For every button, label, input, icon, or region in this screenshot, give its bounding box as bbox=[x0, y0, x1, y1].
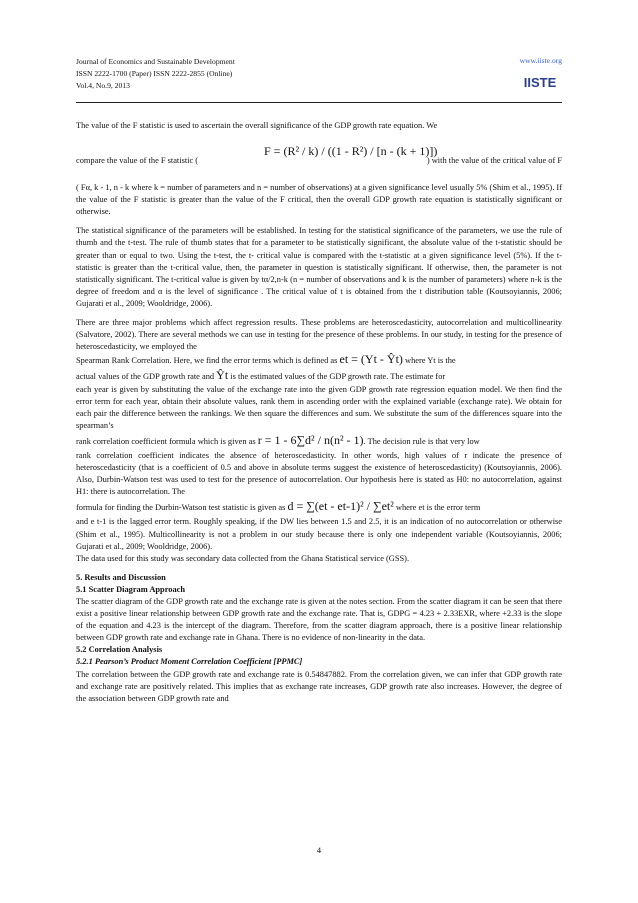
paragraph-3h: and e t-1 is the lagged error term. Roughly speaking, if the DW lies between 1.5 and 2.5, it is an indication of no autocorrelation or otherwise (Shim et al., 1995). Multicollinearity is not a problem in our study because there is only one independent variable (Koutsoyiannis, 2006; Gujarati et al., 2009; Wooldridge, 2006). bbox=[76, 517, 562, 551]
paragraph-1c bbox=[76, 182, 562, 218]
f-critical: ( Fα, k - 1, n - k bbox=[76, 183, 130, 193]
paragraph-1c-text: where k = number of parameters and n = number of observations) at a given significance level usually 5% (Shim et al., 1995). If the value of the F statistic is greater than the value of the F critical, then the overall GDP growth rate equation is statistically significant or otherwise. bbox=[76, 183, 562, 217]
y-hat: Ŷt bbox=[216, 368, 229, 383]
paragraph-3f: rank correlation coefficient indicates the absence of heteroscedasticity. In other words, high values of r indicate the presence of heteroscedasticity (that is a coefficient of 0.5 and above in absolute terms suggest the existence of heteroscedasticity) (Koutsoyiannis, 2006). Also, Durbin-Watson test was used to test for the presence of autocorrelation. Our hypothesis here is stated as H0: no autocorrelation, against H1: there is autocorrelation. The bbox=[76, 450, 562, 497]
section-5-2-heading: 5.2 Correlation Analysis bbox=[76, 645, 163, 655]
header-rule bbox=[76, 102, 562, 103]
f-stat-line bbox=[76, 140, 562, 174]
paragraph-3g: formula for finding the Durbin-Watson test statistic is given as d = ∑(et - et-1)² / ∑et² where et is the error term bbox=[76, 499, 481, 514]
volume: Vol.4, No.9, 2013 bbox=[76, 81, 130, 90]
f-stat-right: ) with the value of the critical value of F bbox=[426, 156, 562, 166]
paragraph-3a: There are three major problems which affect regression results. These problems are heteroscedasticity, autocorrelation and multicollinearity (Salvatore, 2002). There are several methods we can use in testing for the presence of these problems. In our study, in testing for the presence of heteroscedasticity, we employed the bbox=[76, 318, 562, 352]
paragraph-3d: each year is given by substituting the value of the exchange rate into the given GDP growth rate regression equation model. We then find the error term for each year, obtain their absolute values, rank them in ascending order with the explained variable (exchange rate). We obtain for each pair the difference between the rankings. We then square the differences and sum. We substitute the sum of the differences square into the spearman’s bbox=[76, 384, 562, 430]
paragraph-5: The scatter diagram of the GDP growth rate and the exchange rate is given at the notes section. From the scatter diagram it can be seen that there exist a positive linear relationship between GDP growth rate and the exchange rate. That is, GDPG = 4.23 + 2.33EXR, where +2.33 is the slope of the equation and 4.23 is the intercept of the diagram. Therefore, from the scatter diagram approach, there is a positive linear relationship between GDP growth rate and exchange rate in Ghana. There is no evidence of non-linearity in the data. bbox=[76, 597, 562, 643]
error-term-formula: et = (Yt - Ŷt) bbox=[339, 352, 403, 367]
paragraph-3c: actual values of the GDP growth rate and Ŷt is the estimated values of the GDP growth rate. The estimate for bbox=[76, 368, 446, 383]
issn: ISSN 2222-1700 (Paper) ISSN 2222-2855 (Online) bbox=[76, 69, 233, 78]
paragraph-4: The data used for this study was secondary data collected from the Ghana Statistical service (GSS). bbox=[76, 553, 410, 563]
spearman-formula: r = 1 - 6∑d² / n(n² - 1) bbox=[257, 432, 364, 447]
paragraph-3e: rank correlation coefficient formula which is given as r = 1 - 6∑d² / n(n² - 1). The decision rule is that very low bbox=[76, 432, 480, 447]
logo-text: IISTE bbox=[523, 75, 557, 90]
section-5-1-heading: 5.1 Scatter Diagram Approach bbox=[76, 584, 186, 594]
journal-name: Journal of Economics and Sustainable Development bbox=[76, 57, 235, 66]
f-stat-formula: F = (R² / k) / ((1 - R²) / [n - (k + 1)]) bbox=[264, 144, 438, 159]
paragraph-2: The statistical significance of the parameters will be established. In testing for the statistical significance of the parameters, we use the rule of thumb and the t-test. The rule of thumb states that for a parameter to be statistically significant, the absolute value of the t-statistic should be greater than or equal to two. Using the t-test, the t- critical value is compared with the t-statistic at a given significance level (5%). If the t-statistic is greater than the t-critical value, then, the parameter in question is statistically significant. If otherwise, then, the parameter is not statistically significant. The t-critical value is given by tα/2,n-k (n = number of observations and k is the number of parameters) where n-k is the degree of freedom and α is the level of significance . The critical value of t is obtained from the t distribution table (Koutsoyiannis, 2006; Gujarati et al., 2009; Wooldridge, 2006). bbox=[76, 226, 562, 308]
section-5-2-1-heading: 5.2.1 Pearson’s Product Moment Correlation Coefficient [PPMC] bbox=[76, 657, 303, 667]
section-5-heading: 5. Results and Discussion bbox=[76, 572, 166, 582]
paragraph-3b: Spearman Rank Correlation. Here, we find the error terms which is defined as et = (Yt - Ŷt) where Yt is the bbox=[76, 352, 456, 367]
body-text bbox=[76, 120, 562, 712]
journal-url[interactable]: www.iiste.org bbox=[519, 56, 562, 65]
paragraph-1a: The value of the F statistic is used to ascertain the overall significance of the GDP growth rate equation. We bbox=[76, 121, 438, 130]
iiste-logo bbox=[518, 70, 562, 94]
dw-formula: d = ∑(et - et-1)² / ∑et² bbox=[287, 499, 394, 514]
paragraph-6: The correlation between the GDP growth rate and exchange rate is 0.54847882. From the correlation given, we can infer that GDP growth rate and exchange rate are positively related. This implies that as exchange rate increases, GDP growth rate also increases. However, the degree of the association between GDP growth rate and bbox=[76, 669, 562, 703]
f-stat-left: compare the value of the F statistic ( bbox=[76, 156, 199, 166]
page-number: 4 bbox=[316, 846, 322, 855]
